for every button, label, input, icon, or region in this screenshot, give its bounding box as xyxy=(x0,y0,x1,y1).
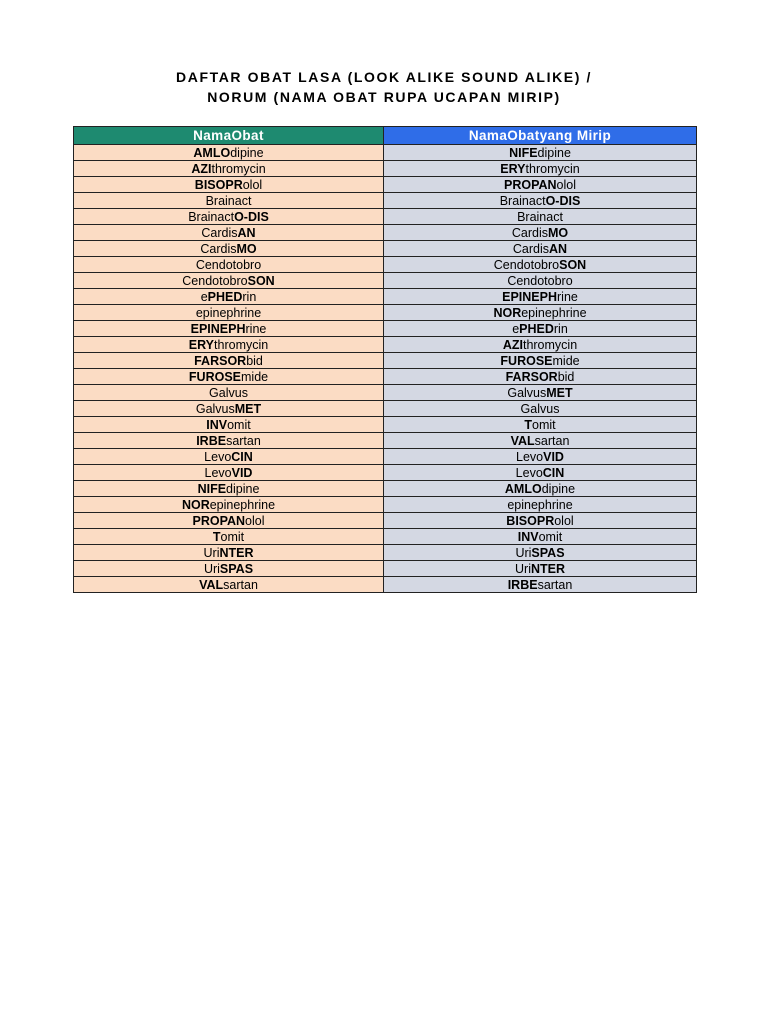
similar-drug-name-cell xyxy=(384,577,697,593)
name-segment: e xyxy=(200,289,208,304)
highlighted-segment: CIN xyxy=(542,465,565,480)
similar-drug-name-cell xyxy=(384,433,697,449)
name-segment: Uri xyxy=(515,561,531,576)
highlighted-segment: MET xyxy=(234,401,262,416)
drug-name-cell xyxy=(74,433,384,449)
name-segment: Galvus xyxy=(520,401,560,416)
drug-name-cell xyxy=(74,337,384,353)
table-row xyxy=(74,561,697,577)
name-segment: Uri xyxy=(515,545,532,560)
highlighted-segment: AN xyxy=(237,225,256,240)
name-segment: Levo xyxy=(516,449,544,464)
similar-drug-name-cell xyxy=(384,353,697,369)
lasa-drug-table xyxy=(73,126,697,593)
drug-name-cell xyxy=(74,561,384,577)
similar-drug-name-cell xyxy=(384,145,697,161)
drug-name-cell xyxy=(74,257,384,273)
name-segment: mide xyxy=(241,369,269,384)
highlighted-segment: FUROSE xyxy=(188,369,241,384)
document-title xyxy=(0,67,768,107)
table-row xyxy=(74,273,697,289)
header-drug-name: NamaObat xyxy=(74,127,384,145)
highlighted-segment: EPINEPH xyxy=(502,289,558,304)
similar-drug-name-cell xyxy=(384,337,697,353)
highlighted-segment: INV xyxy=(206,417,228,432)
table-row xyxy=(74,305,697,321)
drug-name-cell xyxy=(74,513,384,529)
name-segment: Brainact xyxy=(517,209,563,224)
name-segment: bid xyxy=(557,369,575,384)
name-segment: Galvus xyxy=(209,385,248,400)
name-segment: rin xyxy=(242,289,257,304)
name-segment: Cendotobro xyxy=(182,273,248,288)
name-segment: omit xyxy=(532,417,556,432)
drug-name-cell xyxy=(74,209,384,225)
title-line-2: NORUM (NAMA OBAT RUPA UCAPAN MIRIP) xyxy=(207,89,561,105)
table-row xyxy=(74,209,697,225)
highlighted-segment: SPAS xyxy=(531,545,565,560)
name-segment: sartan xyxy=(223,577,258,592)
similar-drug-name-cell xyxy=(384,417,697,433)
highlighted-segment: AN xyxy=(549,241,568,256)
table-row xyxy=(74,145,697,161)
name-segment: Levo xyxy=(204,449,232,464)
name-segment: e xyxy=(512,321,520,336)
highlighted-segment: AMLO xyxy=(504,481,542,496)
highlighted-segment: ERY xyxy=(500,161,526,176)
table-row xyxy=(74,465,697,481)
highlighted-segment: VID xyxy=(543,449,564,464)
drug-name-cell xyxy=(74,305,384,321)
name-segment: Brainact xyxy=(188,209,235,224)
highlighted-segment: VID xyxy=(231,465,253,480)
table-row xyxy=(74,513,697,529)
similar-drug-name-cell xyxy=(384,209,697,225)
highlighted-segment: NOR xyxy=(493,305,522,320)
drug-name-cell xyxy=(74,161,384,177)
table-row xyxy=(74,177,697,193)
highlighted-segment: EPINEPH xyxy=(190,321,246,336)
table-row xyxy=(74,481,697,497)
highlighted-segment: PHED xyxy=(207,289,243,304)
highlighted-segment: NTER xyxy=(219,545,254,560)
name-segment: dipine xyxy=(541,481,576,496)
highlighted-segment: VAL xyxy=(199,577,224,592)
name-segment: rine xyxy=(557,289,578,304)
name-segment: epinephrine xyxy=(195,305,262,320)
highlighted-segment: PHED xyxy=(519,321,554,336)
table-header xyxy=(74,127,697,145)
highlighted-segment: NIFE xyxy=(509,145,538,160)
drug-name-cell xyxy=(74,369,384,385)
similar-drug-name-cell xyxy=(384,257,697,273)
highlighted-segment: O-DIS xyxy=(545,193,581,208)
name-segment: Galvus xyxy=(507,385,547,400)
similar-drug-name-cell xyxy=(384,513,697,529)
table-row xyxy=(74,289,697,305)
name-segment: olol xyxy=(242,177,263,192)
name-segment: Uri xyxy=(203,545,220,560)
name-segment: Brainact xyxy=(205,193,252,208)
highlighted-segment: FARSOR xyxy=(505,369,558,384)
name-segment: Galvus xyxy=(195,401,235,416)
table-row xyxy=(74,161,697,177)
highlighted-segment: SPAS xyxy=(219,561,254,576)
drug-name-cell xyxy=(74,529,384,545)
header-similar-drug-name: NamaObatyang Mirip xyxy=(384,127,697,145)
highlighted-segment: FARSOR xyxy=(194,353,247,368)
name-segment: Cendotobro xyxy=(507,273,573,288)
highlighted-segment: ERY xyxy=(188,337,215,352)
name-segment: omit xyxy=(227,417,251,432)
similar-drug-name-cell xyxy=(384,225,697,241)
similar-drug-name-cell xyxy=(384,449,697,465)
highlighted-segment: MET xyxy=(546,385,573,400)
similar-drug-name-cell xyxy=(384,529,697,545)
highlighted-segment: AMLO xyxy=(193,145,231,160)
highlighted-segment: BISOPR xyxy=(194,177,243,192)
highlighted-segment: SON xyxy=(559,257,587,272)
name-segment: Cardis xyxy=(511,225,548,240)
name-segment: Cardis xyxy=(512,241,550,256)
table-row xyxy=(74,385,697,401)
similar-drug-name-cell xyxy=(384,497,697,513)
table-row xyxy=(74,193,697,209)
similar-drug-name-cell xyxy=(384,273,697,289)
highlighted-segment: AZI xyxy=(191,161,212,176)
table-row xyxy=(74,241,697,257)
drug-name-cell xyxy=(74,177,384,193)
name-segment: thromycin xyxy=(214,337,269,352)
drug-name-cell xyxy=(74,289,384,305)
drug-name-cell xyxy=(74,465,384,481)
name-segment: thromycin xyxy=(522,337,578,352)
drug-name-cell xyxy=(74,193,384,209)
name-segment: olol xyxy=(554,513,574,528)
table-row xyxy=(74,529,697,545)
table-row xyxy=(74,545,697,561)
name-segment: Uri xyxy=(203,561,220,576)
highlighted-segment: PROPAN xyxy=(503,177,557,192)
table-row xyxy=(74,353,697,369)
name-segment: dipine xyxy=(537,145,571,160)
highlighted-segment: IRBE xyxy=(507,577,538,592)
name-segment: omit xyxy=(538,529,563,544)
name-segment: Levo xyxy=(515,465,543,480)
name-segment: Brainact xyxy=(499,193,546,208)
title-line-1: DAFTAR OBAT LASA (LOOK ALIKE SOUND ALIKE) / xyxy=(176,69,592,85)
similar-drug-name-cell xyxy=(384,481,697,497)
similar-drug-name-cell xyxy=(384,465,697,481)
highlighted-segment: NIFE xyxy=(197,481,227,496)
similar-drug-name-cell xyxy=(384,289,697,305)
name-segment: olol xyxy=(245,513,265,528)
name-segment: Cendotobro xyxy=(493,257,560,272)
highlighted-segment: CIN xyxy=(231,449,253,464)
name-segment: Cardis xyxy=(200,241,237,256)
highlighted-segment: FUROSE xyxy=(500,353,553,368)
name-segment: epinephrine xyxy=(521,305,587,320)
similar-drug-name-cell xyxy=(384,545,697,561)
drug-name-cell xyxy=(74,545,384,561)
name-segment: rine xyxy=(245,321,267,336)
drug-name-cell xyxy=(74,417,384,433)
name-segment: Cardis xyxy=(201,225,238,240)
similar-drug-name-cell xyxy=(384,177,697,193)
similar-drug-name-cell xyxy=(384,305,697,321)
name-segment: rin xyxy=(553,321,568,336)
name-segment: epinephrine xyxy=(209,497,276,512)
name-segment: sartan xyxy=(226,433,261,448)
name-segment: olol xyxy=(556,177,577,192)
similar-drug-name-cell xyxy=(384,401,697,417)
name-segment: dipine xyxy=(226,481,260,496)
name-segment: dipine xyxy=(230,145,264,160)
table-row xyxy=(74,433,697,449)
highlighted-segment: O-DIS xyxy=(234,209,269,224)
similar-drug-name-cell xyxy=(384,561,697,577)
highlighted-segment: INV xyxy=(517,529,539,544)
table-row xyxy=(74,225,697,241)
name-segment: thromycin xyxy=(525,161,580,176)
highlighted-segment: IRBE xyxy=(196,433,227,448)
table-row xyxy=(74,401,697,417)
drug-name-cell xyxy=(74,353,384,369)
name-segment: thromycin xyxy=(211,161,266,176)
name-segment: bid xyxy=(246,353,263,368)
name-segment: mide xyxy=(552,353,580,368)
table-row xyxy=(74,337,697,353)
table-row xyxy=(74,497,697,513)
highlighted-segment: NOR xyxy=(181,497,210,512)
similar-drug-name-cell xyxy=(384,385,697,401)
similar-drug-name-cell xyxy=(384,321,697,337)
table-body xyxy=(74,145,697,593)
drug-name-cell xyxy=(74,385,384,401)
similar-drug-name-cell xyxy=(384,369,697,385)
highlighted-segment: T xyxy=(212,529,221,544)
name-segment: Cendotobro xyxy=(195,257,262,272)
similar-drug-name-cell xyxy=(384,161,697,177)
highlighted-segment: NTER xyxy=(530,561,565,576)
name-segment: sartan xyxy=(534,433,570,448)
highlighted-segment: AZI xyxy=(502,337,523,352)
drug-name-cell xyxy=(74,497,384,513)
highlighted-segment: MO xyxy=(547,225,569,240)
table-row xyxy=(74,321,697,337)
table-row xyxy=(74,257,697,273)
highlighted-segment: BISOPR xyxy=(506,513,555,528)
drug-name-cell xyxy=(74,145,384,161)
drug-name-cell xyxy=(74,449,384,465)
highlighted-segment: VAL xyxy=(510,433,535,448)
similar-drug-name-cell xyxy=(384,193,697,209)
highlighted-segment: MO xyxy=(236,241,257,256)
table-row xyxy=(74,417,697,433)
drug-name-cell xyxy=(74,401,384,417)
highlighted-segment: PROPAN xyxy=(192,513,246,528)
name-segment: Levo xyxy=(204,465,232,480)
table-row xyxy=(74,577,697,593)
highlighted-segment: SON xyxy=(247,273,275,288)
highlighted-segment: T xyxy=(524,417,532,432)
drug-name-cell xyxy=(74,481,384,497)
table-row xyxy=(74,369,697,385)
drug-name-cell xyxy=(74,273,384,289)
similar-drug-name-cell xyxy=(384,241,697,257)
name-segment: sartan xyxy=(537,577,573,592)
drug-name-cell xyxy=(74,321,384,337)
name-segment: omit xyxy=(220,529,245,544)
table-row xyxy=(74,449,697,465)
header-row xyxy=(74,127,697,145)
drug-name-cell xyxy=(74,577,384,593)
name-segment: epinephrine xyxy=(507,497,573,512)
drug-name-cell xyxy=(74,225,384,241)
drug-name-cell xyxy=(74,241,384,257)
